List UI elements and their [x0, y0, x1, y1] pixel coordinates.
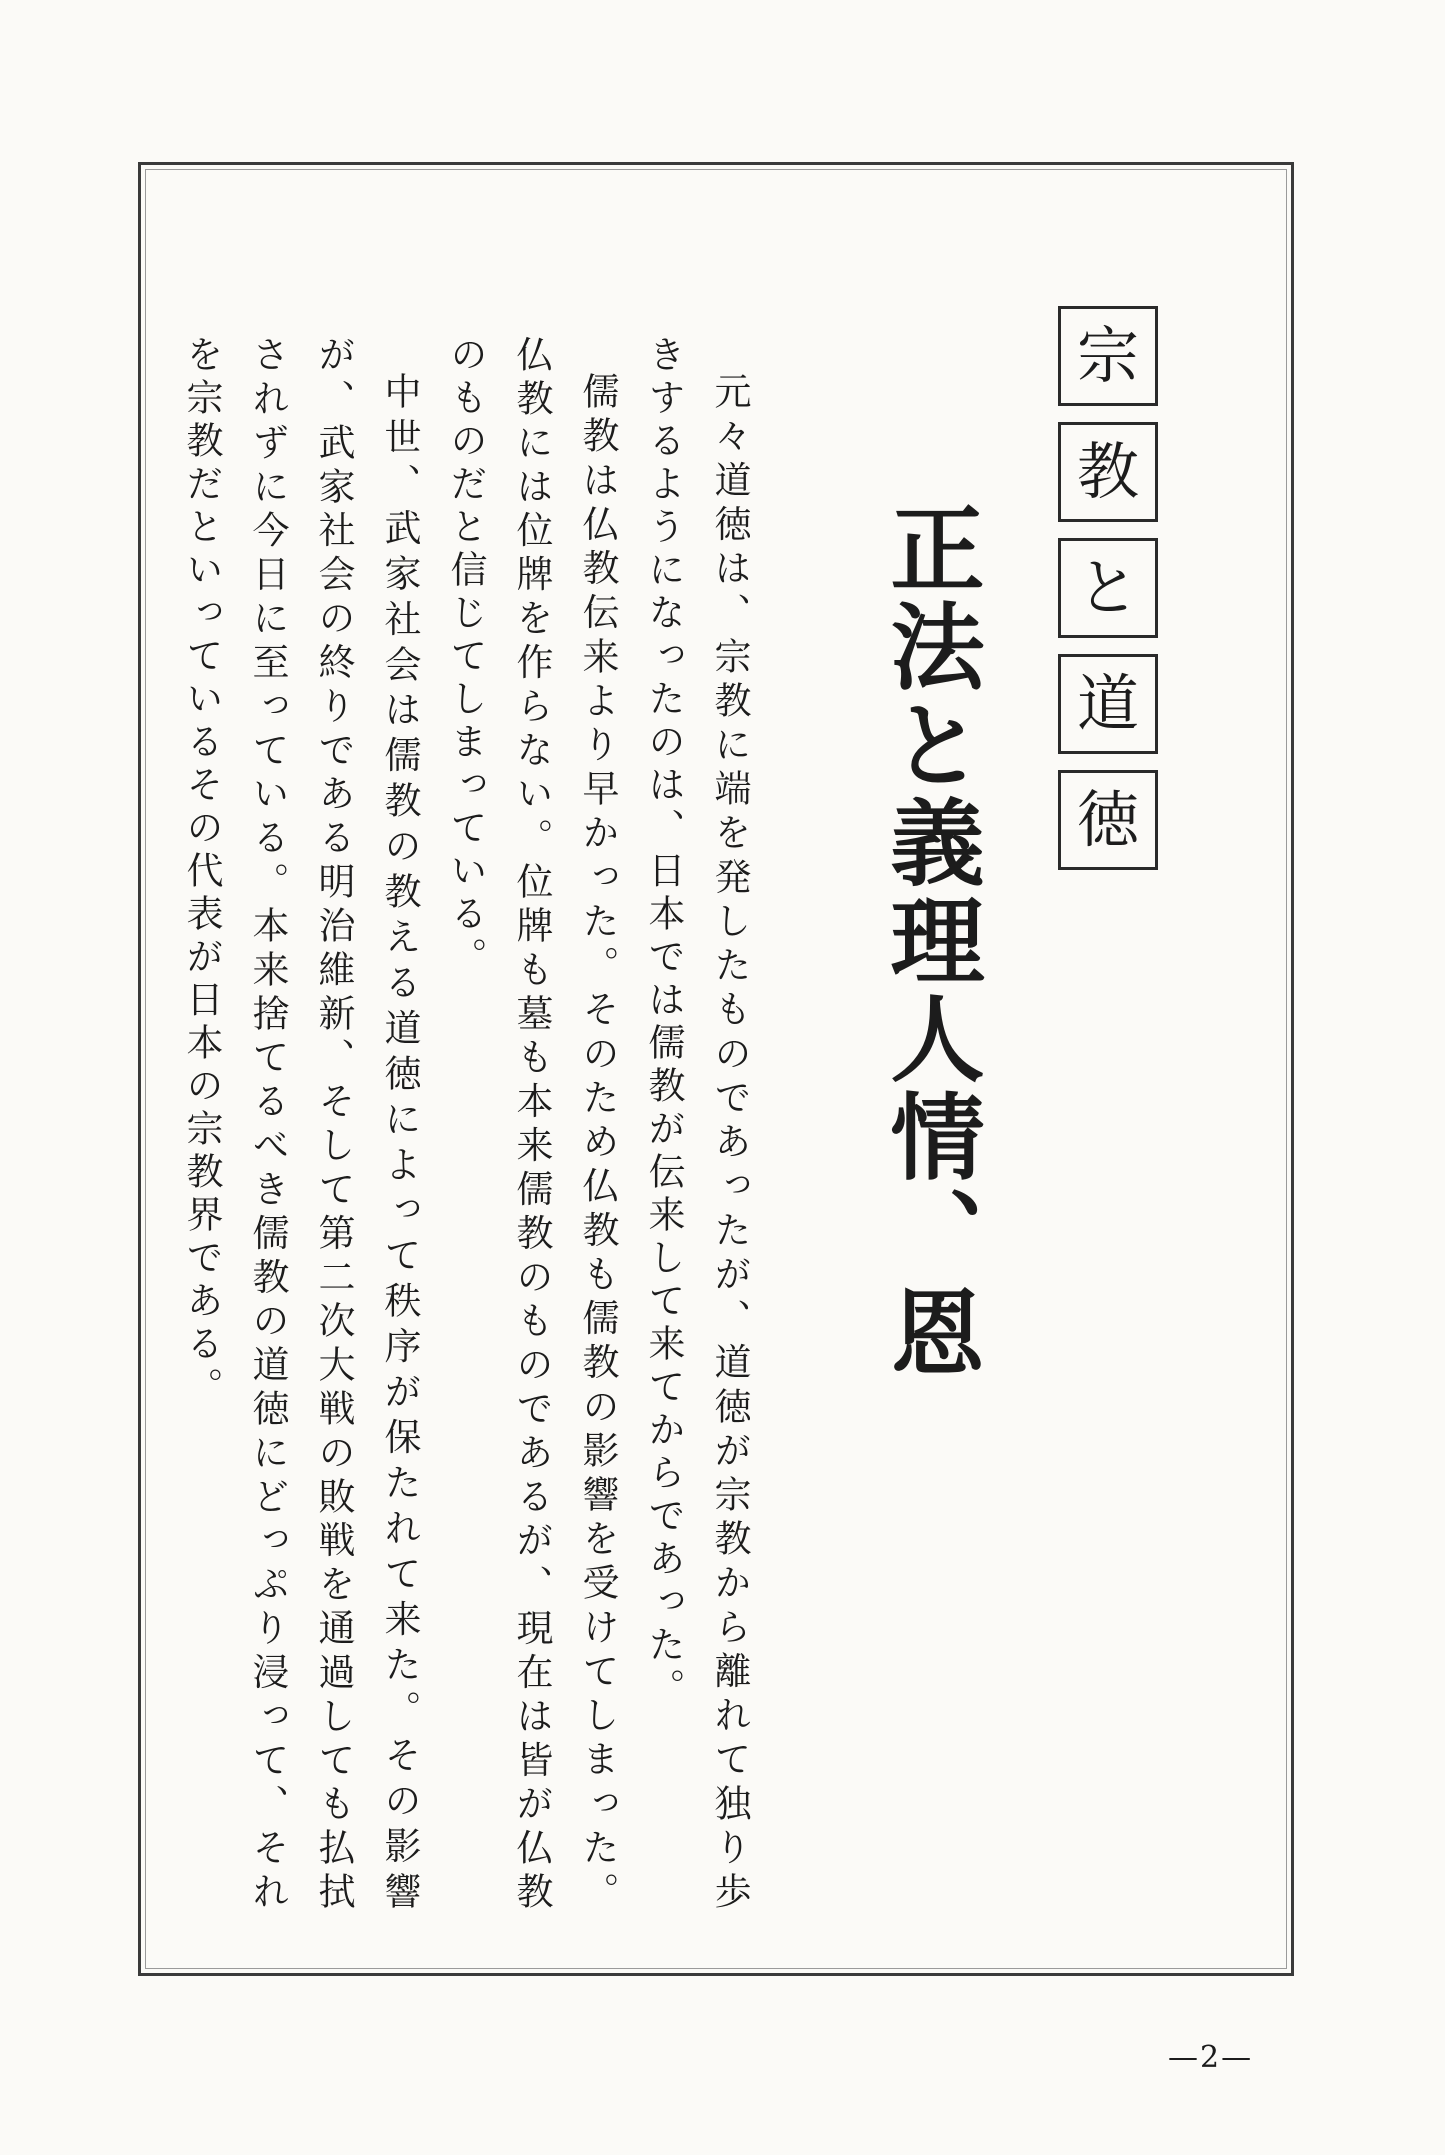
- article-body: [162, 335, 762, 1915]
- article-title: 正法と義理人情、恩: [874, 500, 983, 1382]
- page-number: —2—: [1168, 2040, 1254, 2075]
- body-paragraph: 儒教は仏教伝来より早かった。そのため仏教も儒教の影響を受けてしまった。仏教には位牌を作らない。位牌も墓も本来儒教のものであるが、現在は皆が仏教のものだと信じてしまっている。: [444, 335, 619, 1916]
- category-char: 宗: [1058, 306, 1158, 406]
- category-char: 道: [1058, 654, 1158, 754]
- category-char: 教: [1058, 422, 1158, 522]
- body-paragraph: 中世、武家社会は儒教の教える道徳によって秩序が保たれて来た。その影響が、武家社会の終りである明治維新、そして第二次大戦の敗戦を通過しても払拭されずに今日に至っている。本来捨てるべき儒教の道徳にどっぷり浸って、それを宗教だといっているその代表が日本の宗教界である。: [180, 335, 421, 1916]
- category-char: と: [1058, 538, 1158, 638]
- body-paragraph: 元々道徳は、宗教に端を発したものであったが、道徳が宗教から離れて独り歩きするようになったのは、日本では儒教が伝来して来てからであった。: [642, 335, 751, 1916]
- category-char: 徳: [1058, 770, 1158, 870]
- category-label: [1058, 306, 1162, 870]
